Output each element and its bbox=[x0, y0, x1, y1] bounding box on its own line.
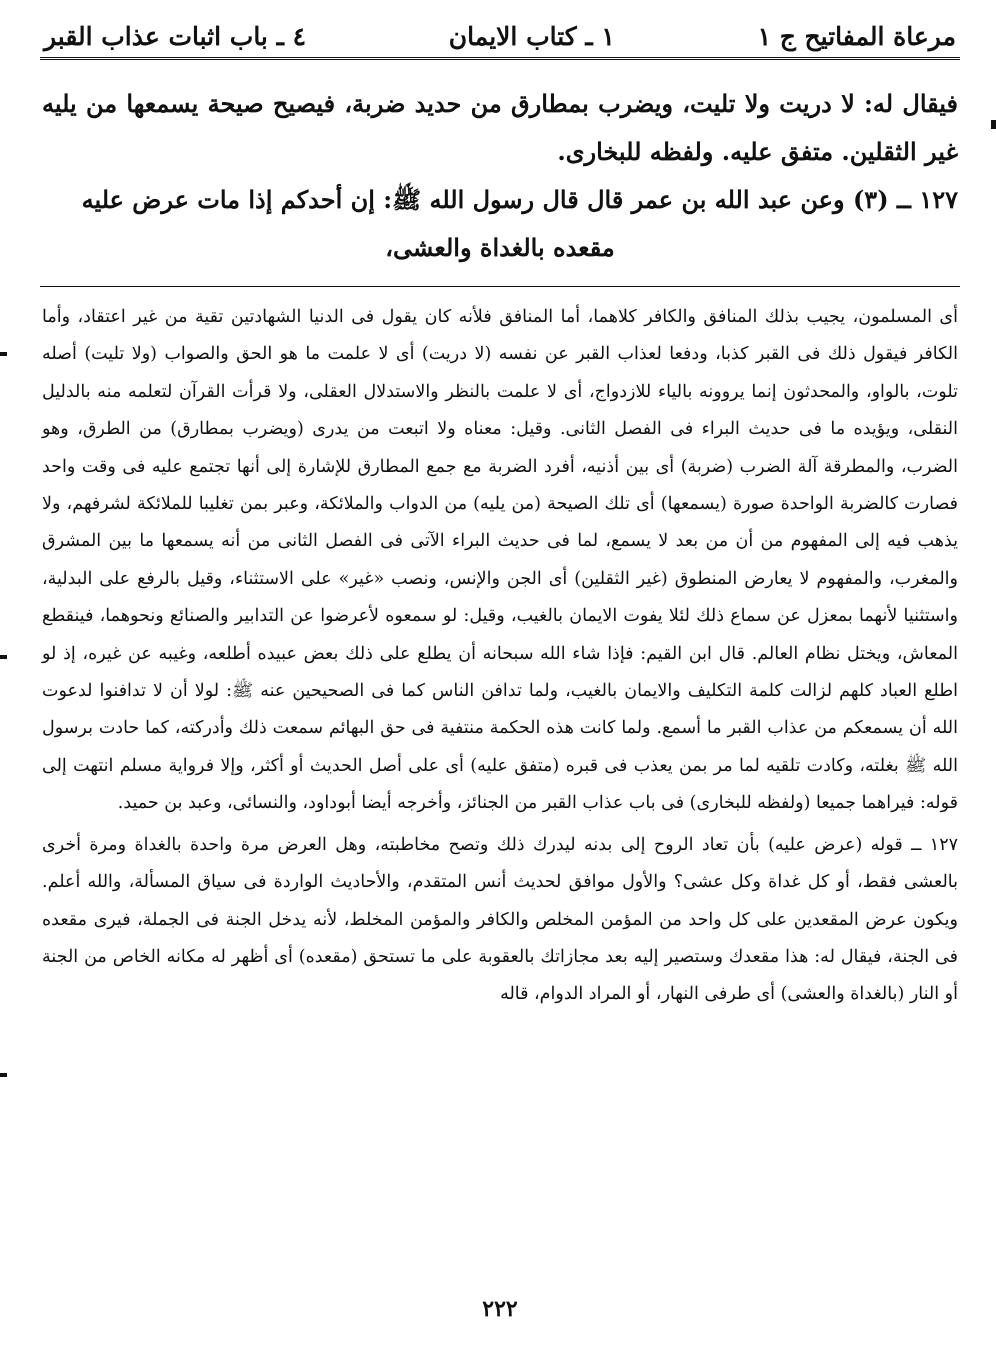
margin-mark bbox=[0, 352, 7, 356]
header-book-volume: مرعاة المفاتيح ج ١ bbox=[757, 22, 956, 51]
hadith-text bbox=[40, 80, 960, 272]
hadith-paragraph: فيقال له: لا دريت ولا تليت، ويضرب بمطارق من حديد ضربة، فيصيح صيحة يسمعها من يليه غير الثقلين. متفق عليه. ولفظه للبخارى. bbox=[42, 89, 958, 166]
hadith-paragraph: مقعده بالغداة والعشى، bbox=[385, 233, 615, 262]
header-section: ٤ ـ باب اثبات عذاب القبر bbox=[44, 22, 307, 51]
page bbox=[40, 18, 960, 1338]
commentary-paragraph: ١٢٧ ــ قوله (عرض عليه) بأن تعاد الروح إلى بدنه ليدرك ذلك وتصح مخاطبته، وهل العرض مرة واحدة بالغداة ومرة أخرى بالعشى فقط، أو كل غداة وكل عشى؟ والأول موافق لحديث أنس المتقدم، والأحاديث الواردة فى سياق المسألة، والله أعلم. ويكون عرض المقعدين على كل واحد من المؤمن المخلص والكافر والمؤمن المخلط، لأنه يدخل الجنة فى الجملة، فيرى مقعده فى الجنة، فيقال له: هذا مقعدك وستصير إليه بعد مجازاتك بالعقوبة على ما تستحق (مقعده) أى أظهر له مكانه الخاص من الجنة أو النار (بالغداة والعشى) أى طرفى النهار، أو المراد الدوام، قاله bbox=[42, 834, 958, 1005]
margin-mark bbox=[991, 120, 996, 129]
margin-mark bbox=[0, 1073, 7, 1077]
page-number: ٢٢٢ bbox=[482, 1296, 518, 1322]
header-chapter: ١ ـ كتاب الايمان bbox=[448, 22, 615, 51]
hadith-paragraph: ١٢٧ ــ (٣) وعن عبد الله بن عمر قال قال رسول الله ﷺ: إن أحدكم إذا مات عرض عليه bbox=[81, 185, 958, 214]
running-header bbox=[40, 18, 960, 60]
divider bbox=[40, 286, 960, 287]
commentary-paragraph: أى المسلمون، يجيب بذلك المنافق والكافر كلاهما، أما المنافق فلأنه كان يقول فى الدنيا الشهادتين تقية من غير اعتقاد، وأما الكافر فيقول ذلك فى القبر كذبا، ودفعا لعذاب القبر عن نفسه (لا دريت) أى لا علمت ما هو الحق والصواب (ولا تليت) أصله تلوت، بالواو، والمحدثون إنما يروونه بالياء للازدواج، أى لا علمت بالنظر والاستدلال العقلى، ولا قرأت القرآن لتعلمه منه بالدليل النقلى، ويؤيده ما فى حديث البراء فى الفصل الثانى. وقيل: معناه ولا اتبعت من يدرى (ويضرب بمطارق) من الطرق، وهو الضرب، والمطرقة آلة الضرب (ضربة) أى بين أذنيه، أفرد الضربة مع جمع المطارق للإشارة إلى أنها تجتمع عليه فى وقت واحد فصارت كالضربة الواحدة صورة (يسمعها) أى تلك الصيحة (من يليه) من الدواب والملائكة، وعبر بمن تغليبا للملائكة لشرفهم، ولا يذهب فيه إلى المفهوم من أن من بعد لا يسمع، لما فى حديث البراء الآتى فى الفصل الثانى من أنه يسمعها ما بين المشرق والمغرب، والمفهوم لا يعارض المنطوق (غير الثقلين) أى الجن والإنس، ونصب «غير» على الاستثناء، وقيل بالرفع على البدلية، واستثنيا لأنهما بمعزل عن سماع ذلك لئلا يفوت الايمان بالغيب، وقيل: لو سمعوه لأعرضوا عن التدابير والصنائع ونحوهما، فينقطع المعاش، ويختل نظام العالم. قال ابن القيم: فإذا شاء الله سبحانه أن يطلع على ذلك بعض عبيده أطلعه، وغيبه عن غيره، إذ لو اطلع العباد كلهم لزالت كلمة التكليف والايمان بالغيب، ولما تدافن الناس كما فى الصحيحين عنه ﷺ: لولا أن لا تدافنوا لدعوت الله أن يسمعكم من عذاب القبر ما أسمع. ولما كانت هذه الحكمة منتفية فى حق البهائم سمعت ذلك وأدركته، كما حادت برسول الله ﷺ بغلته، وكادت تلقيه لما مر بمن يعذب فى قبره (متفق عليه) أى على أصل الحديث أو أكثر، وإلا فرواية مسلم انتهت إلى قوله: فيراهما جميعا (ولفظه للبخارى) فى باب عذاب القبر من الجنائز، وأخرجه أيضا أبوداود، والنسائى، وعبد بن حميد. bbox=[42, 307, 958, 814]
margin-mark bbox=[0, 655, 7, 659]
commentary bbox=[40, 299, 960, 1014]
